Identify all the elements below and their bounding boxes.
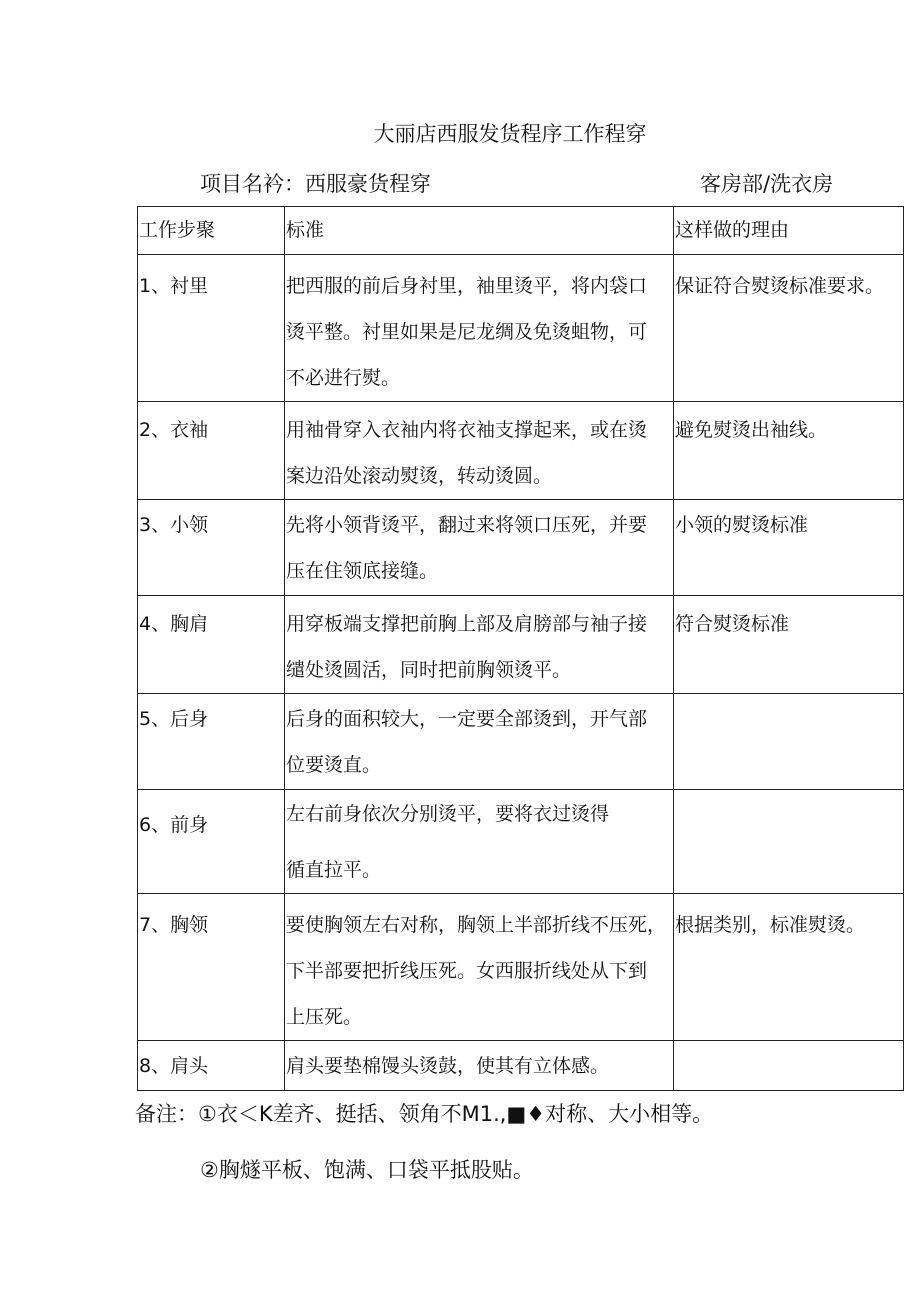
step-cell: 3、小领 (138, 500, 285, 596)
step-cell: 1、衬里 (138, 255, 285, 402)
step-cell: 8、肩头 (138, 1041, 285, 1091)
standard-cell (285, 402, 674, 500)
table-header-row (138, 207, 904, 255)
standard-line: 下半部要把折线压死。女西服折线处从下到 (286, 960, 648, 982)
standard-line: 用穿板端支撑把前胸上部及肩膀部与袖子接 (286, 613, 648, 635)
procedure-table (137, 206, 904, 1091)
reason-line: 保证符合熨烫标准要求。 (675, 275, 885, 297)
reason-cell (674, 1041, 904, 1091)
header-reason: 这样做的理由 (674, 207, 904, 255)
document-title: 大丽店西服发货程序工作程穿 (373, 122, 647, 146)
table-row (138, 500, 904, 596)
standard-line: 位要烫直。 (286, 754, 382, 776)
standard-cell (285, 694, 674, 790)
reason-cell (674, 402, 904, 500)
standard-line: 把西服的前后身衬里，袖里烫平，将内袋口 (286, 275, 648, 297)
reason-line: 根据类别，标准熨烫。 (675, 914, 866, 936)
reason-cell (674, 694, 904, 790)
table-row (138, 894, 904, 1041)
standard-line: 循直拉平。 (286, 859, 382, 881)
reason-cell (674, 255, 904, 402)
standard-cell (285, 255, 674, 402)
table-row (138, 790, 904, 894)
table-row (138, 255, 904, 402)
standard-cell (285, 596, 674, 694)
reason-line: 小领的熨烫标准 (675, 514, 809, 536)
table-row (138, 694, 904, 790)
standard-line: 案边沿处滚动熨烫，转动烫圆。 (286, 465, 553, 487)
standard-cell (285, 500, 674, 596)
step-cell: 5、后身 (138, 694, 285, 790)
table-row (138, 596, 904, 694)
standard-line: 压在住领底接缝。 (286, 560, 439, 582)
step-cell: 4、胸肩 (138, 596, 285, 694)
header-standard: 标准 (285, 207, 674, 255)
note-line-2: ②胸燧平板、饱满、口袋平抵股贴。 (200, 1158, 534, 1182)
table-row (138, 402, 904, 500)
standard-cell (285, 1041, 674, 1091)
note-line-1: 备注：①衣＜K差齐、挺括、领角不M1.,■♦对称、大小相等。 (135, 1102, 714, 1126)
standard-line: 上压死。 (286, 1006, 363, 1028)
project-name: 项目名衿：西服豪货程穿 (200, 172, 431, 196)
standard-line: 后身的面积较大，一定要全部烫到，开气部 (286, 708, 648, 730)
reason-cell (674, 790, 904, 894)
step-cell: 2、衣袖 (138, 402, 285, 500)
reason-cell (674, 596, 904, 694)
department-label: 客房部/洗衣房 (700, 172, 834, 196)
step-cell: 7、胸领 (138, 894, 285, 1041)
standard-line: 不必进行熨。 (286, 367, 401, 389)
standard-line: 左右前身依次分别烫平，要将衣过烫得 (286, 803, 610, 825)
reason-cell (674, 894, 904, 1041)
standard-line: 先将小领背烫平，翻过来将领口压死，并要 (286, 514, 648, 536)
standard-line: 用袖骨穿入衣袖内将衣袖支撑起来，或在烫 (286, 419, 648, 441)
standard-cell (285, 894, 674, 1041)
reason-line: 避免熨烫出袖线。 (675, 419, 828, 441)
standard-line: 要使胸领左右对称，胸领上半部折线不压死， (286, 914, 667, 936)
standard-line: 烫平整。衬里如果是尼龙绸及免烫蛆物，可 (286, 321, 648, 343)
standard-line: 缱处烫圆活，同时把前胸领烫平。 (286, 659, 572, 681)
reason-line: 符合熨烫标准 (675, 613, 790, 635)
step-cell: 6、前身 (138, 790, 285, 894)
table-row (138, 1041, 904, 1091)
header-step: 工作步聚 (138, 207, 285, 255)
reason-cell (674, 500, 904, 596)
standard-cell (285, 790, 674, 894)
standard-line: 肩头要垫棉馒头烫鼓，使其有立体感。 (286, 1055, 610, 1077)
